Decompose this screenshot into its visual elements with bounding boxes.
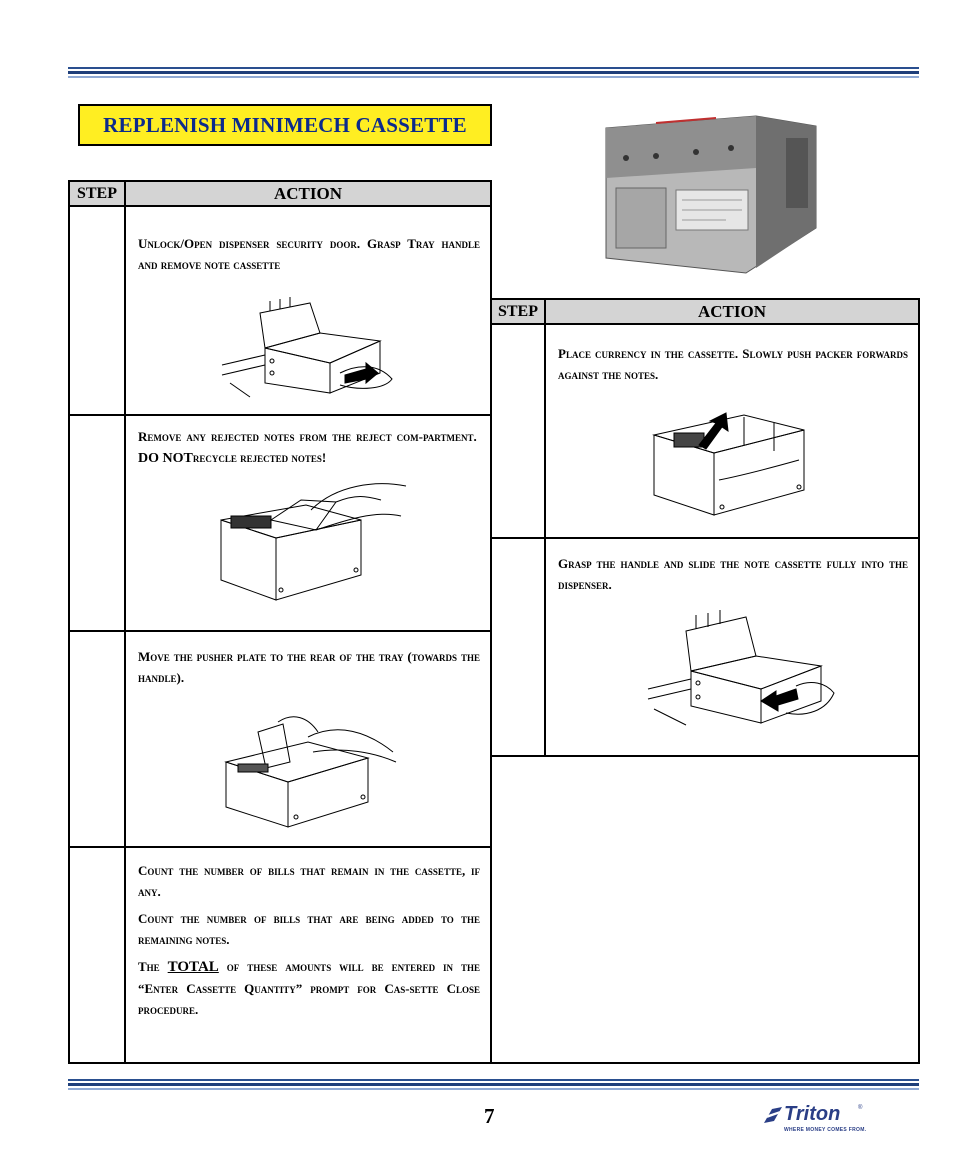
empty-cell <box>492 757 918 1062</box>
footer-rule <box>68 1079 919 1092</box>
step-instruction: Grasp the handle and slide the note cassette fully into the dispenser. <box>558 556 908 592</box>
action-cell <box>126 207 490 414</box>
step-cell <box>70 416 126 630</box>
page-title: REPLENISH MINIMECH CASSETTE <box>78 104 492 146</box>
count-added-text: Count the number of bills that are being added to the remaining notes. <box>138 911 480 947</box>
page-number: 7 <box>484 1104 495 1128</box>
table-row <box>70 632 490 848</box>
table-header <box>70 182 490 207</box>
triton-logo <box>762 1105 872 1137</box>
step-cell <box>492 325 546 537</box>
do-not-emphasis: DO NOT <box>138 451 193 466</box>
table-row <box>492 325 918 539</box>
remove-cassette-illustration <box>220 293 396 405</box>
action-cell <box>126 416 490 630</box>
table-row <box>492 539 918 757</box>
table-row <box>70 848 490 1064</box>
place-currency-illustration <box>644 405 814 525</box>
step-instruction: Unlock/Open dispenser security door. Grasp Tray handle and remove note cassette <box>138 236 480 272</box>
step-cell <box>70 207 126 414</box>
table-row <box>70 207 490 416</box>
step-instruction <box>138 860 480 1026</box>
action-cell <box>126 848 490 1064</box>
step-header: STEP <box>70 182 126 205</box>
count-remaining-text: Count the number of bills that remain in the cassette, if any. <box>138 863 480 899</box>
brand-name: Triton <box>784 1103 841 1125</box>
step-instruction: Move the pusher plate to the rear of the tray (towards the handle). <box>138 649 480 685</box>
header-rule <box>68 67 919 80</box>
action-cell <box>126 632 490 846</box>
pusher-plate-illustration <box>218 692 398 832</box>
insert-cassette-illustration <box>646 601 836 731</box>
action-header: ACTION <box>273 183 342 203</box>
step-instruction: Remove any rejected notes from the reject com-partment. DO NOTrecycle rejected notes! <box>138 429 477 466</box>
step-instruction: Place currency in the cassette. Slowly push packer forwards against the notes. <box>558 346 908 382</box>
action-header: ACTION <box>697 301 766 321</box>
step-header: STEP <box>492 300 546 323</box>
total-emphasis: TOTAL <box>167 959 219 975</box>
triton-logo-mark-icon <box>762 1105 784 1127</box>
step-cell <box>70 848 126 1064</box>
action-cell <box>546 325 918 537</box>
left-steps-table <box>68 180 492 1064</box>
step-cell <box>492 539 546 755</box>
table-row <box>70 416 490 632</box>
table-row <box>492 757 918 1062</box>
total-text: The TOTAL of these amounts will be entered in the “Enter Cassette Quantity” prompt for Cas-sette Close procedure. <box>138 959 481 1017</box>
reject-notes-illustration <box>216 480 412 610</box>
dispenser-photo <box>596 108 818 278</box>
table-header <box>492 300 918 325</box>
step-cell <box>70 632 126 846</box>
action-cell <box>546 539 918 755</box>
right-steps-table <box>490 298 920 1064</box>
brand-tagline: WHERE MONEY COMES FROM. <box>784 1127 867 1133</box>
registered-mark: ® <box>858 1105 863 1111</box>
